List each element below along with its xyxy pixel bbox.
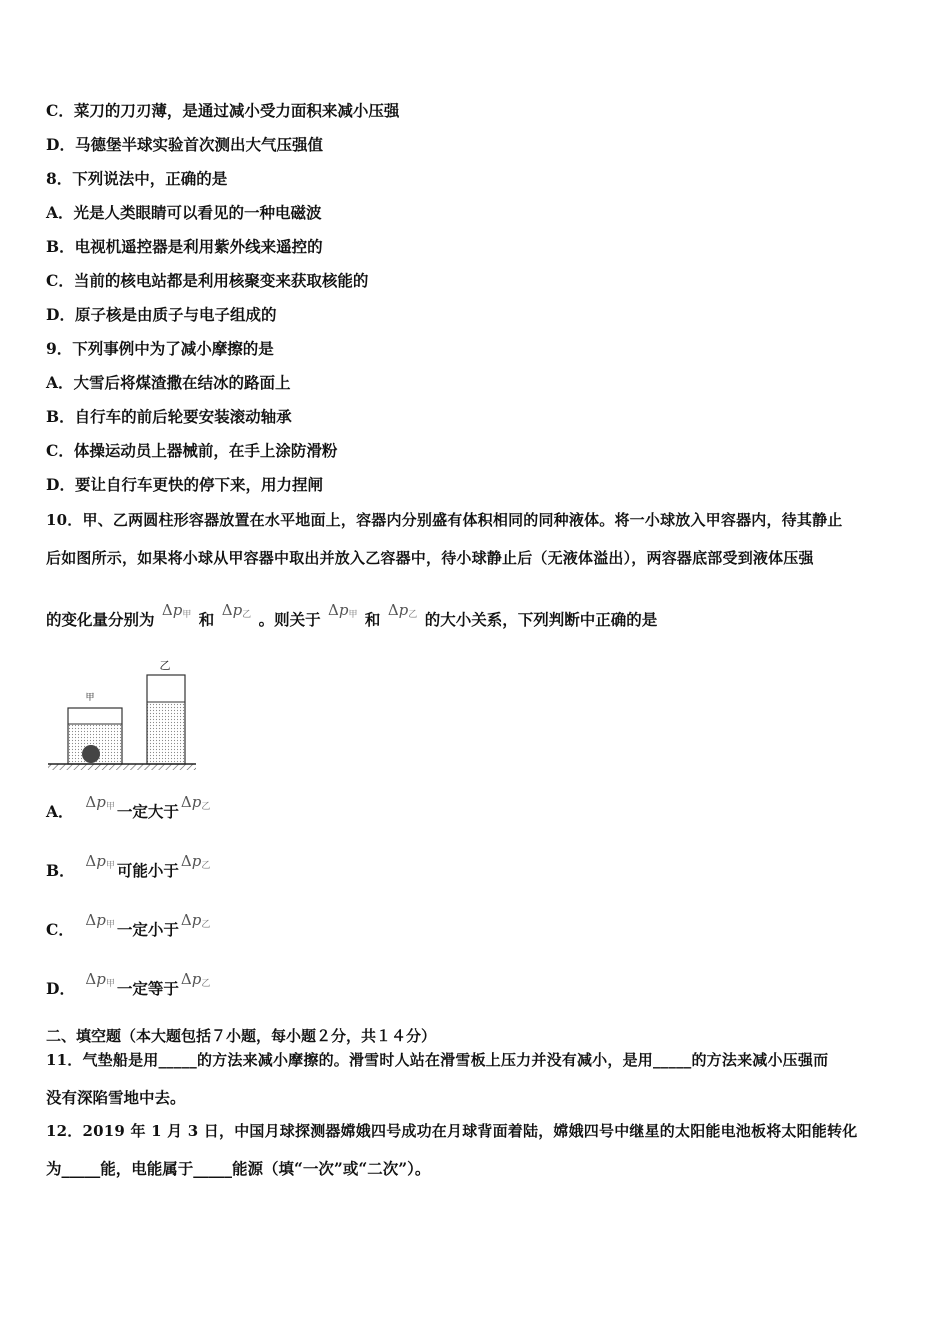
q12-line1: 12．2019 年 1 月 3 日，中国月球探测器嫦娥四号成功在月球背面着陆，嫦娥四号中继星的太阳能电池板将太阳能转化	[46, 1122, 858, 1140]
q10-stem-text: 的大小关系，下列判断中正确的是	[424, 610, 658, 629]
delta-p-jia: $\Delta p_甲$	[161, 601, 192, 620]
delta-p-yi: $\Delta p_乙$	[180, 911, 211, 930]
delta-p-jia: $\Delta p_甲$	[85, 911, 115, 930]
q10-stem-text: 和	[198, 610, 215, 629]
q10-option-b: B． $\Delta p_甲$ 可能小于 $\Delta p_乙$	[46, 852, 211, 880]
container-yi-liquid	[147, 702, 185, 764]
label-jia: 甲	[85, 693, 95, 703]
q8-stem: 8．下列说法中，正确的是	[46, 169, 228, 188]
ball	[82, 745, 100, 763]
delta-p-yi: $\Delta p_乙$	[387, 601, 418, 620]
delta-p-jia: $\Delta p_甲$	[85, 970, 115, 989]
q8-option-b: B．电视机遥控器是利用紫外线来遥控的	[46, 237, 323, 256]
q11-line2: 没有深陷雪地中去。	[46, 1088, 186, 1107]
q12-line2: 为_____能，电能属于_____能源（填“一次”或“二次”）。	[46, 1159, 431, 1178]
q9-option-c: C．体操运动员上器械前，在手上涂防滑粉	[46, 441, 338, 460]
delta-p-yi: $\Delta p_乙$	[180, 970, 211, 989]
q10-option-c: C． $\Delta p_甲$ 一定小于 $\Delta p_乙$	[46, 911, 211, 939]
delta-p-jia: $\Delta p_甲$	[85, 793, 115, 812]
delta-p-jia: $\Delta p_甲$	[328, 601, 358, 620]
q11-line1: 11．气垫船是用_____的方法来减小摩擦的。滑雪时人站在滑雪板上压力并没有减小，是用_____的方法来减小压强而	[46, 1051, 829, 1069]
q9-stem: 9．下列事例中为了减小摩擦的是	[46, 339, 274, 358]
q8-option-d: D．原子核是由质子与电子组成的	[46, 305, 277, 324]
q10-stem-text: 的变化量分别为	[46, 610, 155, 629]
delta-p-yi: $\Delta p_乙$	[180, 793, 211, 812]
q8-option-a: A．光是人类眼睛可以看见的一种电磁波	[46, 203, 322, 222]
q9-option-d: D．要让自行车更快的停下来，用力捏闸	[46, 475, 323, 494]
container-figure	[44, 658, 204, 778]
q10-option-a: A． $\Delta p_甲$ 一定大于 $\Delta p_乙$	[46, 793, 211, 821]
label-yi: 乙	[159, 659, 171, 672]
q8-option-c: C．当前的核电站都是利用核聚变来获取核能的	[46, 271, 369, 290]
delta-p-jia: $\Delta p_甲$	[85, 852, 115, 871]
q10-stem-line1: 10．甲、乙两圆柱形容器放置在水平地面上，容器内分别盛有体积相同的同种液体。将一小球放入甲容器内，待其静止	[46, 511, 843, 529]
q7-option-c: C．菜刀的刀刃薄，是通过减小受力面积来减小压强	[46, 101, 400, 120]
q9-option-b: B．自行车的前后轮要安装滚动轴承	[46, 407, 292, 426]
q10-stem-text: 。则关于	[258, 610, 321, 629]
q9-option-a: A．大雪后将煤渣撒在结冰的路面上	[46, 373, 291, 392]
q10-stem-line2: 后如图所示，如果将小球从甲容器中取出并放入乙容器中，待小球静止后（无液体溢出），两容器底部受到液体压强	[46, 549, 814, 567]
q10-stem-line3	[46, 601, 658, 635]
delta-p-yi: $\Delta p_乙$	[221, 601, 252, 620]
q7-option-d: D．马德堡半球实验首次测出大气压强值	[46, 135, 323, 154]
delta-p-yi: $\Delta p_乙$	[180, 852, 211, 871]
ground-hatch	[48, 764, 196, 770]
q10-stem-text: 和	[364, 610, 381, 629]
section-2-heading: 二、填空题（本大题包括７小题，每小题２分，共１４分）	[46, 1027, 437, 1045]
q10-option-d: D． $\Delta p_甲$ 一定等于 $\Delta p_乙$	[46, 970, 211, 998]
